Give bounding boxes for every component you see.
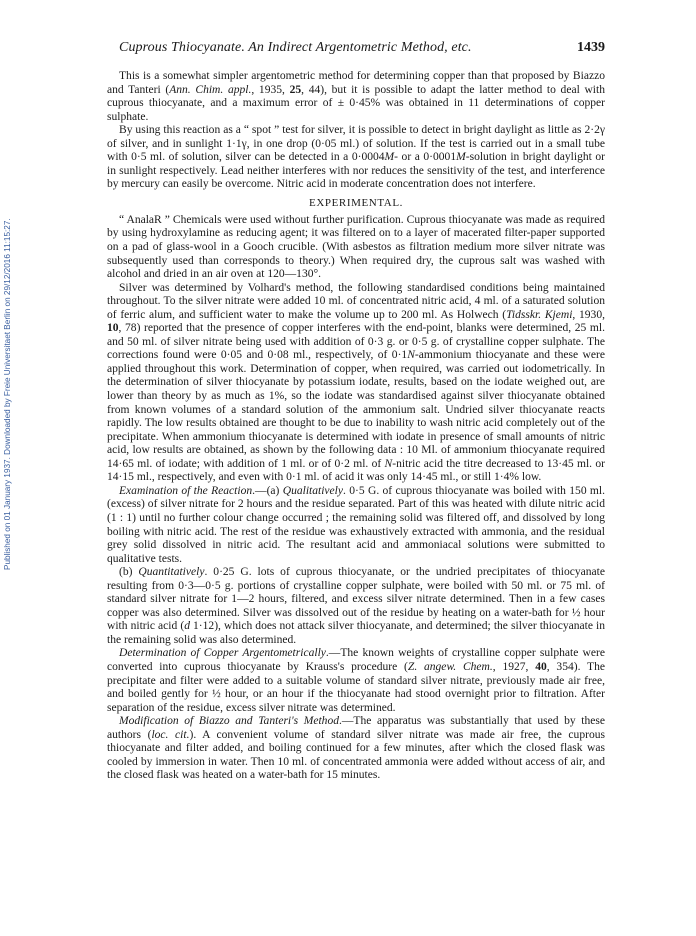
paragraph-spot-test: By using this reaction as a “ spot ” test for silver, it is possible to detect in bright daylight as little as 2·2γ of silver, and in sunlight 1·1γ, in one drop (0·05 ml.) of solution. If the test is carried out in a small tube with 0·5 ml. of solution, silver can be detected in a 0·0004M- or a 0·0001M-solution in bright daylight or in sunlight respectively. Lead neither interferes with nor reduces the sensitivity of the test, and interference by mercury can easily be overcome. Nitric acid in moderate concentration does not interfere.: [107, 124, 605, 191]
paragraph-modification-method: Modification of Biazzo and Tanteri's Method.—The apparatus was substantially that used by these authors (loc. cit.). A convenient volume of standard silver nitrate was made air free, the cuprous thiocyanate and filter added, and boiling continued for a few minutes, after which the closed flask was cooled by immersion in water. Then 10 ml. of concentrated ammonia were added without access of air, and the closed flask was heated on a water-bath for 15 minutes.: [107, 715, 605, 782]
paragraph-silver-determination: Silver was determined by Volhard's method, the following standardised conditions being maintained throughout. To the silver nitrate were added 10 ml. of concentrated nitric acid, 4 ml. of a saturated solution of ferric alum, and sufficient water to make the volume up to 200 ml. As Holwech (Tidsskr. Kjemi, 1930, 10, 78) reported that the presence of copper interferes with the end-point, blanks were determined, 25 ml. and 50 ml. of silver nitrate being used with addition of 0·3 g. or 0·5 g. of crystalline copper sulphate. The corrections found were 0·05 and 0·08 ml., respectively, of 0·1N-ammonium thiocyanate and these were applied throughout this work. Determination of copper, when required, was carried out iodometrically. In the determination of silver thiocyanate by potassium iodate, results, based on the iodate weighed out, are lower than theory by as much as 1%, so the iodate was standardised against silver thiocyanate obtained from known volumes of a standard solution of the ammonium salt. Undried silver thiocyanate reacts rapidly. The low results obtained are thought to be due to inability to wash nitric acid completely out of the precipitate. When ammonium thiocyanate is determined with iodate in presence of small amounts of nitric acid, low results are obtained, as shown by the following data : 10 Ml. of ammonium thiocyanate required 14·65 ml. of iodate; with addition of 1 ml. or of 0·2 ml. of N-nitric acid the titre decreased to 13·45 ml. or 14·15 ml., respectively, and even with 0·1 ml. of acid it was only 14·45 ml., or still 1·4% low.: [107, 281, 605, 484]
download-notice-text: Published on 01 January 1937. Downloaded by Freie Universitaet Berlin on 29/12/2016 11:15:27.: [3, 218, 12, 570]
paragraph-method-comparison: This is a somewhat simpler argentometric method for determining copper than that proposed by Biazzo and Tanteri (Ann. Chim. appl., 1935, 25, 44), but it is possible to adapt the latter method to deal with cuprous thiocyanate, and a maximum error of ± 0·45% was obtained in 11 determinations of copper sulphate.: [107, 70, 605, 123]
running-title: Cuprous Thiocyanate. An Indirect Argentometric Method, etc.: [119, 40, 472, 55]
journal-page: [107, 40, 605, 783]
paragraph-quantitative: (b) Quantitatively. 0·25 G. lots of cuprous thiocyanate, or the undried precipitates of thiocyanate resulting from 0·3—0·5 g. portions of crystalline copper sulphate, were boiled with 50 ml. or 75 ml. of standard silver nitrate for 1—2 hours, filtered, and excess silver nitrate determined. Then in a few cases copper was also determined. Silver was dissolved out of the residue by heating on a water-bath for ½ hour with nitric acid (d 1·12), which does not attack silver thiocyanate, and determined; the silver thiocyanate in the remaining solid was also determined.: [107, 566, 605, 646]
page-number: 1439: [577, 40, 605, 55]
paragraph-copper-argentometric: Determination of Copper Argentometrically.—The known weights of crystalline copper sulphate were converted into cuprous thiocyanate by Krauss's procedure (Z. angew. Chem., 1927, 40, 354). The precipitate and filter were added to a suitable volume of standard silver nitrate, previously made air free, and boiled gently for ½ hour, or an hour if the thiocyanate had stood overnight prior to filtration. After separation of the residue, excess silver nitrate was determined.: [107, 647, 605, 714]
section-heading-experimental: EXPERIMENTAL.: [309, 196, 403, 209]
paragraph-examination-reaction: Examination of the Reaction.—(a) Qualitatively. 0·5 G. of cuprous thiocyanate was boiled with 150 ml. (excess) of silver nitrate for 2 hours and the residue separated. Part of this was heated with dilute nitric acid (1 : 1) until no further colour change occurred ; the remaining solid was filtered off, and dissolved by long boiling with nitric acid. The rest of the residue was exhaustively extracted with ammonia, and the residual grey solid dissolved in nitric acid. The resultant acid and ammoniacal solutions were submitted to qualitative tests.: [107, 484, 606, 565]
running-header: [107, 40, 605, 60]
paragraph-chemicals: “ AnalaR ” Chemicals were used without further purification. Cuprous thiocyanate was made as required by using hydroxylamine as reducing agent; it was filtered on to a layer of macerated filter-paper supported on a pad of glass-wool in a Gooch crucible. (With asbestos as filtration medium more silver nitrate was subsequently used than corresponds to theory.) When required dry, the cuprous salt was washed with alcohol and dried in an air oven at 120—130°.: [107, 213, 605, 281]
download-notice-sidebar: [3, 150, 19, 570]
